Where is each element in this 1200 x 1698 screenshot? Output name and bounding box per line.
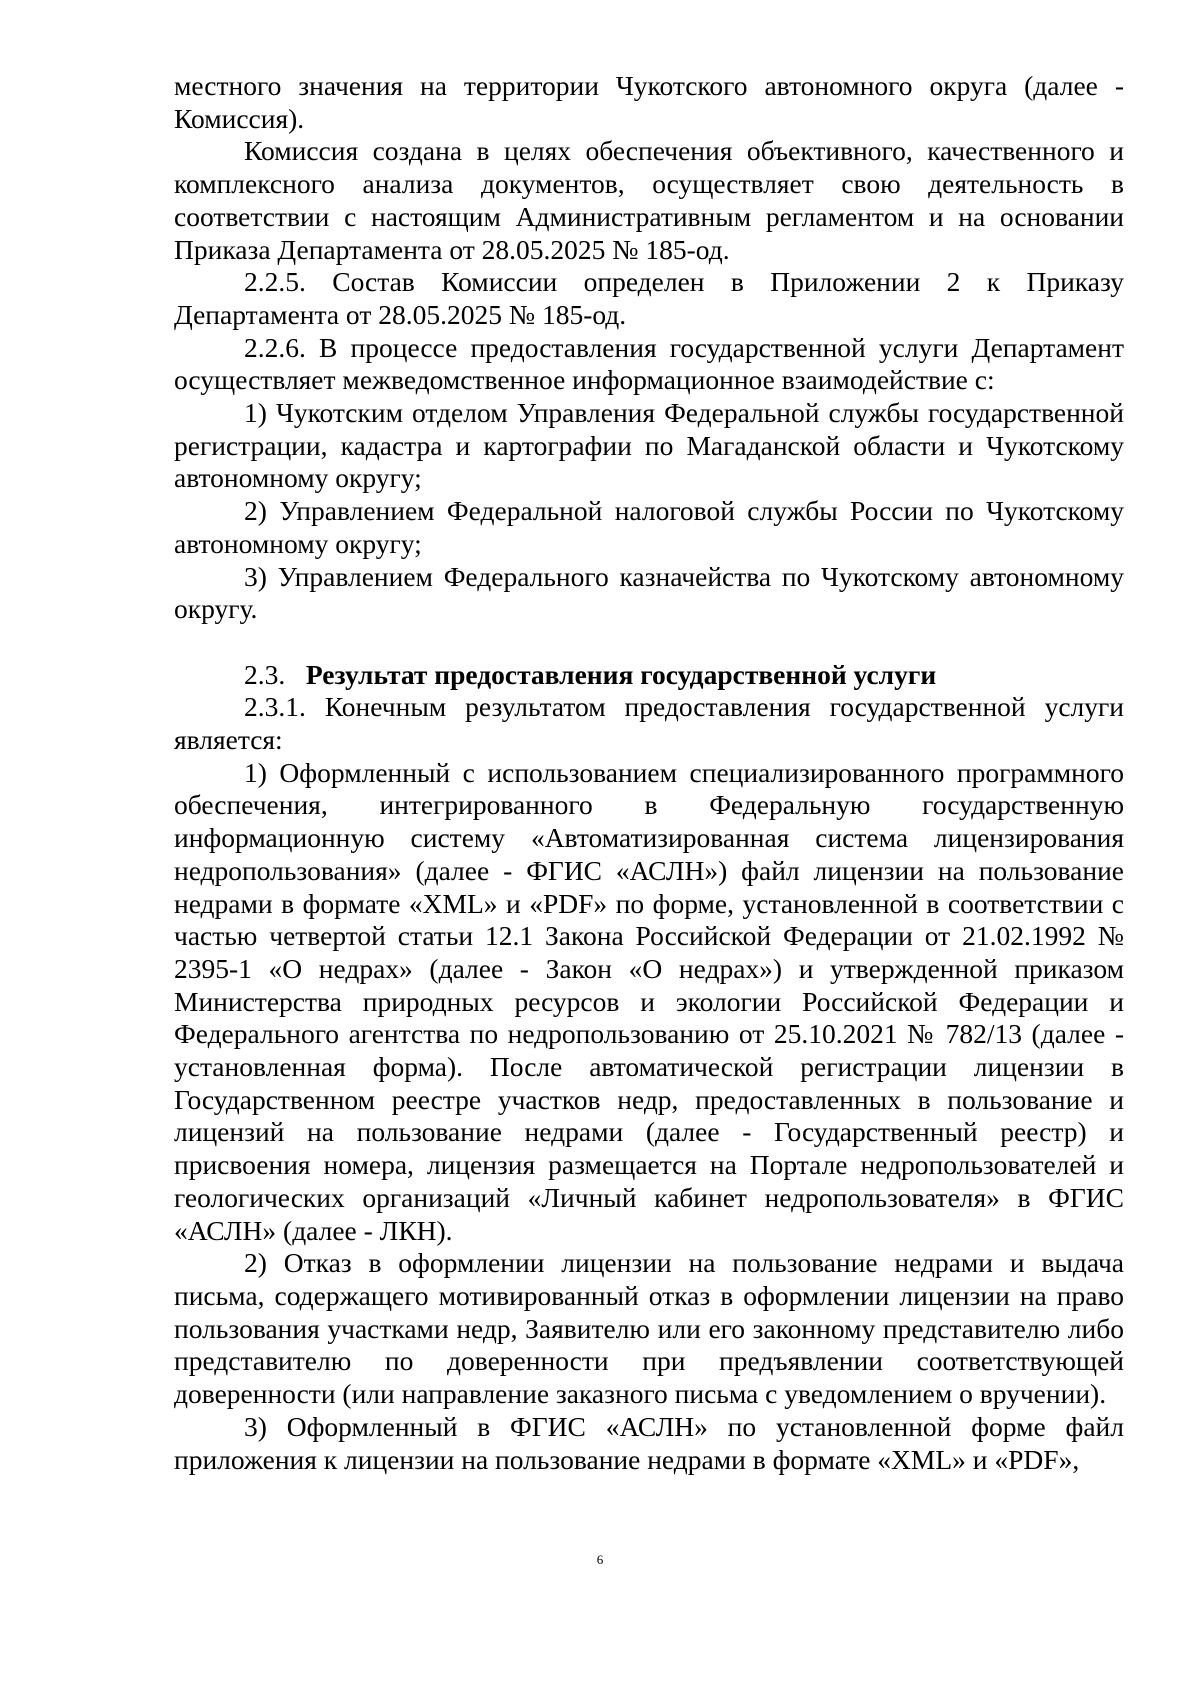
result-item-2: 2) Отказ в оформлении лицензии на пользование недрами и выдача письма, содержащего мотивированный отказ в оформлении лицензии на право пользования участками недр, Заявителю или его законному представителю либо представителю по доверенности при предъявлении соответствующей доверенности (или направление заказного письма с уведомлением о вручении). <box>174 1247 1124 1410</box>
paragraph-continuation: местного значения на территории Чукотского автономного округа (далее - Комиссия). <box>174 70 1124 134</box>
clause-2-2-5: 2.2.5. Состав Комиссии определен в Приложении 2 к Приказу Департамента от 28.05.2025 № 185-од. <box>174 266 1124 330</box>
section-title: Результат предоставления государственной услуги <box>305 658 937 690</box>
clause-2-3-1: 2.3.1. Конечным результатом предоставления государственной услуги является: <box>174 691 1124 756</box>
list-item-2: 2) Управлением Федеральной налоговой службы России по Чукотскому автономному округу; <box>174 495 1124 559</box>
list-item-1: 1) Чукотским отделом Управления Федеральной службы государственной регистрации, кадастра и картографии по Магаданской области и Чукотскому автономному округу; <box>174 397 1124 494</box>
section-heading <box>174 659 1124 692</box>
paragraph-commission: Комиссия создана в целях обеспечения объективного, качественного и комплексного анализа документов, осуществляет свою деятельность в соответствии с настоящим Административным регламентом и на основании Приказа Департамента от 28.05.2025 № 185-од. <box>174 135 1124 265</box>
section-number: 2.3. <box>244 658 286 690</box>
list-item-3: 3) Управлением Федерального казначейства по Чукотскому автономному округу. <box>174 560 1124 625</box>
clause-2-2-6: 2.2.6. В процессе предоставления государственной услуги Департамент осуществляет межведомственное информационное взаимодействие с: <box>174 331 1124 396</box>
result-item-3: 3) Оформленный в ФГИС «АСЛН» по установленной форме файл приложения к лицензии на пользование недрами в формате «XML» и «PDF», <box>174 1410 1124 1475</box>
result-item-1: 1) Оформленный с использованием специализированного программного обеспечения, интегрированного в Федеральную государственную информационную систему «Автоматизированная система лицензирования недропользования» (далее - ФГИС «АСЛН») файл лицензии на пользование недрами в формате «XML» и «PDF» по форме, установленной в соответствии с частью четвертой статьи 12.1 Закона Российской Федерации от 21.02.1992 № 2395-1 «О недрах» (далее - Закон «О недрах») и утвержденной приказом Министерства природных ресурсов и экологии Российской Федерации и Федерального агентства по недропользованию от 25.10.2021 № 782/13 (далее - установленная форма). После автоматической регистрации лицензии в Государственном реестре участков недр, предоставленных в пользование и лицензий на пользование недрами (далее - Государственный реестр) и присвоения номера, лицензия размещается на Портале недропользователей и геологических организаций «Личный кабинет недропользователя» в ФГИС «АСЛН» (далее - ЛКН). <box>174 756 1124 1246</box>
document-body <box>174 70 1124 1476</box>
page-number: 6 <box>596 1552 604 1567</box>
